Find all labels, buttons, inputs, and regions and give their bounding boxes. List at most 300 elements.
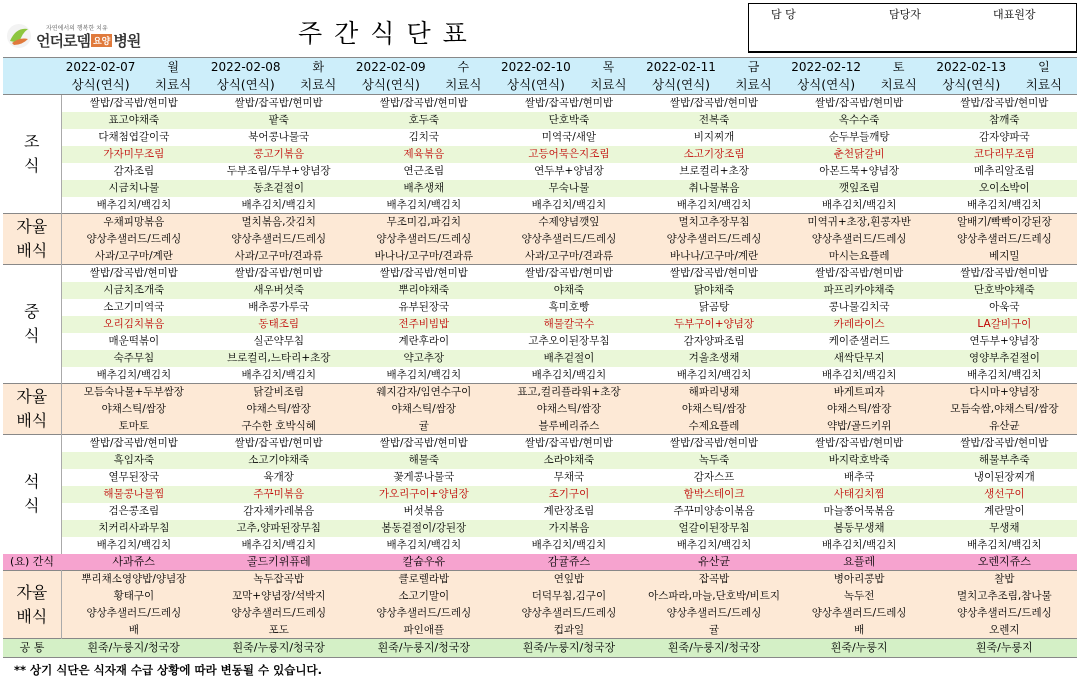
menu-item: 쌀밥/잡곡밥/현미밥 [496,265,641,282]
menu-item: 양상추샐러드/드레싱 [351,605,496,622]
menu-item: 사태김치찜 [787,486,932,503]
menu-item: 칼슘우유 [351,554,496,571]
menu-item: 쌀밥/잡곡밥/현미밥 [61,95,206,112]
menu-item: 닭곰탕 [698,301,730,313]
lunch-row [3,282,1077,299]
menu-item: 봄동겉절이/강된장 [351,520,496,537]
breakfast-row [3,197,1077,214]
menu-item: 웨지감자/임연수구이 [351,384,496,401]
menu-item: 코다리무조림 [932,146,1077,163]
meal-type-row [3,76,1077,95]
breakfast-label-part: 조 [24,132,40,151]
menu-item: 겨울초생채 [641,350,786,367]
menu-item: 감자조림 [113,165,155,177]
menu-item: 오렌지 [932,622,1077,639]
menu-item: 함박스테이크 [641,486,786,503]
menu-item: 해물콩나물찜 [61,486,206,503]
self3-row [3,605,1077,622]
menu-item: 쌀밥/잡곡밥/현미밥 [351,95,496,112]
menu-item: 양상추샐러드/드레싱 [206,605,351,622]
menu-item: 쌀밥/잡곡밥/현미밥 [641,95,786,112]
self1-row [3,214,1077,231]
self2-label-part: 배식 [16,411,48,430]
menu-item: 골드키위퓨레 [206,554,351,571]
self2-label-part: 자율 [16,387,48,406]
menu-item: 흰죽/누룽지/청국장 [206,639,351,658]
menu-item: 더덕무침,김구이 [496,588,641,605]
menu-item: 흰죽/누룽지/청국장 [496,639,641,658]
menu-item: 배추김치/백김치 [967,368,1042,381]
menu-item: 쌀밥/잡곡밥/현미밥 [787,265,932,282]
menu-item: 연두부+양념장 [534,165,604,177]
menu-item: 쌀밥/잡곡밥/현미밥 [932,265,1077,282]
self1-label [3,214,61,265]
dinner-row [3,452,1077,469]
self3-row [3,571,1077,588]
dinner-label [3,435,61,554]
menu-item: 쌀밥/잡곡밥/현미밥 [206,435,351,452]
menu-item: 취나물볶음 [641,180,786,197]
meal-type-therapy: 치료식 [721,76,787,95]
menu-item: 참깨죽 [932,112,1077,129]
menu-item: 감자스프 [693,471,735,483]
menu-item: 가자미무조림 [61,146,206,163]
menu-item: 꽃게콩나물국 [393,471,455,483]
approval-manager: 담당자 [889,8,921,21]
menu-item: 해물칼국수 [496,316,641,333]
snack-label: (요) 간식 [3,554,61,571]
menu-item: 무채국 [553,471,585,483]
menu-item: 얼갈이된장무침 [641,520,786,537]
menu-item: 숙주무침 [61,350,206,367]
menu-item: 다채첨엽갈이국 [98,131,170,143]
menu-item: 배추김치/백김치 [821,368,897,381]
self3-label-part: 자율 [16,582,48,602]
menu-item: 소고기미역국 [103,301,165,313]
dinner-label-part: 식 [24,496,40,516]
menu-item: 소고기장조림 [641,146,786,163]
lunch-label-part: 식 [24,326,40,345]
menu-item: 병아리콩밥 [787,571,932,588]
menu-item: 야채스틱/쌈장 [641,401,786,418]
menu-item: 오렌지쥬스 [932,554,1077,571]
menu-item: 다시마+양념장 [932,384,1077,401]
menu-item: 양상추샐러드/드레싱 [496,605,641,622]
breakfast-row [3,180,1077,197]
menu-item: 영양부추겉절이 [932,350,1077,367]
menu-item: 쌀밥/잡곡밥/현미밥 [206,265,351,282]
menu-item: 깻잎조림 [787,180,932,197]
menu-item: 호두죽 [351,112,496,129]
menu-item: 배 [61,622,206,639]
meal-type-regular: 상식(연식) [351,76,430,95]
approval-director: 대표원장 [993,8,1036,21]
menu-item: 배추김치/백김치 [676,198,752,211]
menu-item: 모듬숙쌈,야채스틱/쌈장 [932,401,1077,418]
date-cell: 2022-02-08 [206,58,285,76]
menu-item: 뿌리채소영양밥/양념장 [61,571,206,588]
menu-item: 배추김치/백김치 [241,198,316,211]
menu-item: 황태구이 [61,588,206,605]
menu-item: 카레라이스 [787,316,932,333]
meal-type-therapy: 치료식 [1011,76,1077,95]
menu-item: 구수한 호박식혜 [206,418,351,435]
menu-item: 양상추샐러드/드레싱 [351,231,496,248]
menu-item: 잡곡밥 [641,571,786,588]
menu-item: 무조미김,파김치 [351,214,496,231]
self2-label [3,384,61,435]
menu-item: 알배기/빡빡이강된장 [932,214,1077,231]
menu-item: 케이준샐러드 [828,335,890,347]
menu-item: 가오리구이+양념장 [351,486,496,503]
menu-item: 바게트피자 [787,384,932,401]
menu-item: 배추김치/백김치 [821,198,897,211]
menu-item: 요플레 [787,554,932,571]
menu-item: 배추김치/백김치 [676,539,752,551]
menu-item: 고추,양파된장무침 [206,520,351,537]
menu-item: 춘천닭갈비 [787,146,932,163]
menu-item: 고추오이된장무침 [528,335,610,347]
dinner-row [3,435,1077,452]
menu-item: 배추김치/백김치 [241,368,316,381]
menu-item: 유산균 [641,554,786,571]
menu-item: 주꾸미볶음 [206,486,351,503]
common-label: 공 통 [3,639,61,658]
menu-item: 동태조림 [206,316,351,333]
meal-type-therapy: 치료식 [430,76,496,95]
menu-item: 토마토 [61,418,206,435]
menu-item: 바나나/고구마/계란 [641,248,786,265]
self3-label-part: 배식 [16,606,48,626]
menu-item: 순두부들깨탕 [828,131,890,143]
menu-item: 배추김치/백김치 [96,198,172,211]
date-cell: 2022-02-11 [641,58,720,76]
menu-item: 감귤쥬스 [496,554,641,571]
menu-item: 약밥/골드키위 [787,418,932,435]
menu-item: 검은콩조림 [108,505,160,517]
menu-item: 육개장 [263,471,294,483]
menu-item: 팥죽 [206,112,351,129]
menu-item: 배추김치/백김치 [96,368,172,381]
menu-item: 전주비빔밥 [351,316,496,333]
menu-item: 연근조림 [403,165,445,177]
self3-label [3,571,61,639]
logo-leaf-icon [6,23,32,49]
menu-item: 쌀밥/잡곡밥/현미밥 [351,435,496,452]
meal-type-therapy: 치료식 [575,76,641,95]
menu-item: 배추김치/백김치 [821,539,897,551]
menu-item: 쌀밥/잡곡밥/현미밥 [496,95,641,112]
menu-item: 배추생채 [351,180,496,197]
lunch-row [3,367,1077,384]
menu-item: 계란말이 [984,505,1025,517]
menu-item: 블루베리쥬스 [496,418,641,435]
menu-item: 야채스틱/쌈장 [61,401,206,418]
weekday-cell: 수 [430,58,496,76]
dinner-row [3,503,1077,520]
corner-cell [3,58,61,76]
footnote: ** 상기 식단은 식자재 수급 상황에 따라 변동될 수 있습니다. [14,663,322,677]
lunch-row [3,350,1077,367]
menu-item: 사과/고구마/견과류 [206,248,351,265]
menu-item: 배추김치/백김치 [676,368,752,381]
menu-item: 양상추샐러드/드레싱 [496,231,641,248]
menu-item: 유산균 [932,418,1077,435]
menu-item: 쌀밥/잡곡밥/현미밥 [787,435,932,452]
weekday-cell: 금 [721,58,787,76]
menu-item: 소라야채죽 [496,452,641,469]
menu-item: 양상추샐러드/드레싱 [641,605,786,622]
menu-item: 야채스틱/쌈장 [787,401,932,418]
approval-box [748,3,1077,53]
date-header-row [3,58,1077,76]
menu-item: 표고야채죽 [61,112,206,129]
menu-item: 감자채카레볶음 [243,505,315,517]
menu-item: 감자양파조림 [683,335,745,347]
menu-item: 쌀밥/잡곡밥/현미밥 [61,435,206,452]
dinner-row [3,520,1077,537]
menu-item: 바지락호박죽 [787,452,932,469]
menu-item: 동초겉절이 [206,180,351,197]
menu-item: 유부된장국 [398,301,450,313]
logo-name: 언더로뎀 요양 병원 [36,32,141,50]
weekday-cell: 화 [285,58,351,76]
date-cell: 2022-02-13 [932,58,1011,76]
snack-row [3,554,1077,571]
logo-badge: 요양 [91,34,112,47]
menu-item: 수제양념깻잎 [496,214,641,231]
menu-item: 흰죽/누룽지 [787,639,932,658]
menu-item: 버섯볶음 [403,505,445,517]
hospital-logo [6,18,206,58]
menu-item: 클로렐라밥 [351,571,496,588]
menu-item: 배추국 [843,471,875,483]
meal-type-therapy: 치료식 [866,76,932,95]
menu-item: 아몬드묵+양념장 [819,165,900,177]
menu-item: 표고,컬리플라워+초장 [496,384,641,401]
menu-item: 흑임자죽 [61,452,206,469]
menu-item: 배추김치/백김치 [531,198,607,211]
menu-item: 치커리사과무침 [61,520,206,537]
menu-item: 연두부+양념장 [969,335,1040,347]
menu-item: 미역귀+초장,흰콩자반 [787,214,932,231]
date-cell: 2022-02-09 [351,58,430,76]
meal-type-therapy: 치료식 [285,76,351,95]
self3-row [3,588,1077,605]
self1-label-part: 자율 [16,217,48,236]
menu-item: 새싹단무지 [787,350,932,367]
menu-item: 야채스틱/쌈장 [496,401,641,418]
menu-item: 아스파라,마늘,단호박/비트지 [641,588,786,605]
lunch-row [3,265,1077,282]
menu-item: 마늘쫑어묵볶음 [823,505,895,517]
menu-item: 쌀밥/잡곡밥/현미밥 [206,95,351,112]
breakfast-row [3,112,1077,129]
menu-item: 콩고기볶음 [206,146,351,163]
menu-item: 브로컬리+초장 [679,165,749,177]
menu-item: 매운떡볶이 [108,335,160,347]
menu-item: 베지밀 [932,248,1077,265]
dinner-label-part: 석 [24,472,40,492]
menu-item: 쌀밥/잡곡밥/현미밥 [351,265,496,282]
lunch-label [3,265,61,384]
menu-item: 양상추샐러드/드레싱 [61,605,206,622]
self3-row [3,622,1077,639]
menu-item: 소고기야채죽 [206,452,351,469]
meal-type-regular: 상식(연식) [206,76,285,95]
page-title: 주간식단표 [298,19,479,48]
lunch-row [3,333,1077,350]
dinner-row [3,537,1077,554]
menu-item: 쌀밥/잡곡밥/현미밥 [496,435,641,452]
menu-item: 배추김치/백김치 [531,539,607,551]
menu-item: 닭갈비조림 [206,384,351,401]
menu-item: LA갈비구이 [932,316,1077,333]
menu-item: 쌀밥/잡곡밥/현미밥 [787,95,932,112]
menu-item: 배 [787,622,932,639]
menu-item: 소고기말이 [351,588,496,605]
menu-item: 찰밥 [932,571,1077,588]
self2-row [3,401,1077,418]
self1-label-part: 배식 [16,241,48,260]
logo-tagline: 자연에서의 행복한 치유 [46,25,108,32]
dinner-row [3,469,1077,486]
menu-item: 녹두전 [787,588,932,605]
menu-item: 오리김치볶음 [61,316,206,333]
menu-item: 오이소박이 [932,180,1077,197]
menu-item: 브로컬리,느타리+초장 [206,350,351,367]
menu-item: 쌀밥/잡곡밥/현미밥 [932,435,1077,452]
menu-item: 사과/고구마/견과류 [496,248,641,265]
approval-staff: 담 당 [771,8,796,21]
menu-item: 비지찌개 [693,131,735,143]
menu-item: 단호박죽 [496,112,641,129]
breakfast-label [3,95,61,214]
menu-item: 가지볶음 [496,520,641,537]
date-cell: 2022-02-12 [787,58,866,76]
menu-item: 냉이된장찌개 [973,471,1035,483]
weekday-cell: 월 [140,58,206,76]
menu-item: 우채피망볶음 [61,214,206,231]
menu-item: 사과/고구마/계란 [61,248,206,265]
menu-item: 무숙나물 [496,180,641,197]
menu-item: 흰죽/누룽지/청국장 [61,639,206,658]
menu-item: 봄동무생채 [787,520,932,537]
menu-item: 배추김치/백김치 [967,198,1042,211]
menu-item: 배추김치/백김치 [386,198,462,211]
menu-item: 옥수수죽 [787,112,932,129]
menu-item: 양상추샐러드/드레싱 [61,231,206,248]
menu-item: 귤 [351,418,496,435]
menu-item: 야채죽 [496,282,641,299]
meal-type-regular: 상식(연식) [932,76,1011,95]
menu-item: 흰죽/누룽지/청국장 [641,639,786,658]
self1-row [3,248,1077,265]
breakfast-row [3,163,1077,180]
menu-item: 제육볶음 [351,146,496,163]
menu-item: 배추김치/백김치 [386,539,462,551]
menu-item: 배추김치/백김치 [967,539,1042,551]
menu-item: 포도 [206,622,351,639]
menu-item: 시금치조개죽 [61,282,206,299]
menu-item: 바나나/고구마/견과류 [351,248,496,265]
menu-item: 배추김치/백김치 [96,539,172,551]
menu-item: 메추리알조림 [973,165,1035,177]
menu-item: 쌀밥/잡곡밥/현미밥 [932,95,1077,112]
menu-item: 새우버섯죽 [206,282,351,299]
menu-item: 양상추샐러드/드레싱 [206,231,351,248]
weekly-menu-table [3,57,1077,658]
breakfast-label-part: 식 [24,156,40,175]
menu-item: 양상추샐러드/드레싱 [641,231,786,248]
menu-item: 쌀밥/잡곡밥/현미밥 [641,435,786,452]
menu-item: 콩나물김치국 [828,301,890,313]
menu-item: 배추겉절이 [496,350,641,367]
menu-item: 사과쥬스 [61,554,206,571]
menu-item: 미역국/새알 [541,131,597,143]
menu-item: 귤 [641,622,786,639]
menu-item: 조기구이 [496,486,641,503]
menu-item: 멸치볶음,갓김치 [206,214,351,231]
menu-item: 야채스틱/쌈장 [351,401,496,418]
corner-cell [3,76,61,95]
menu-item: 배추김치/백김치 [386,368,462,381]
weekday-cell: 일 [1011,58,1077,76]
menu-item: 양상추샐러드/드레싱 [787,231,932,248]
menu-item: 무생채 [932,520,1077,537]
menu-item: 야채스틱/쌈장 [206,401,351,418]
menu-item: 단호박야채죽 [932,282,1077,299]
menu-item: 계란후라이 [398,335,450,347]
menu-item: 녹두죽 [641,452,786,469]
menu-item: 실곤약무침 [253,335,305,347]
menu-item: 파프리카야채죽 [787,282,932,299]
meal-type-therapy: 치료식 [140,76,206,95]
meal-type-regular: 상식(연식) [496,76,575,95]
self2-row [3,418,1077,435]
menu-item: 배추김치/백김치 [531,368,607,381]
menu-item: 파인애플 [351,622,496,639]
menu-item: 모듬숙나물+두부쌈장 [61,384,206,401]
menu-item: 고등어묵은지조림 [496,146,641,163]
menu-item: 꼬막+양념장/석박지 [206,588,351,605]
menu-item: 열무된장국 [108,471,160,483]
lunch-row [3,299,1077,316]
menu-item: 전복죽 [641,112,786,129]
menu-item: 시금치나물 [61,180,206,197]
menu-item: 두부구이+양념장 [641,316,786,333]
menu-item: 멸치고추장무침 [641,214,786,231]
menu-item: 컵과일 [496,622,641,639]
menu-item: 감자양파국 [978,131,1030,143]
weekday-cell: 토 [866,58,932,76]
menu-item: 닭야채죽 [641,282,786,299]
meal-type-regular: 상식(연식) [787,76,866,95]
date-cell: 2022-02-10 [496,58,575,76]
menu-item: 멸치고추조림,참나물 [932,588,1077,605]
meal-type-regular: 상식(연식) [61,76,140,95]
date-cell: 2022-02-07 [61,58,140,76]
menu-item: 연잎밥 [496,571,641,588]
menu-item: 북어콩나물국 [248,131,310,143]
menu-item: 쌀밥/잡곡밥/현미밥 [641,265,786,282]
menu-item: 해파리냉채 [641,384,786,401]
menu-item: 두부조림/두부+양념장 [226,165,331,177]
lunch-label-part: 중 [24,302,40,321]
breakfast-row [3,95,1077,112]
common-row [3,639,1077,658]
menu-item: 해물부추죽 [932,452,1077,469]
